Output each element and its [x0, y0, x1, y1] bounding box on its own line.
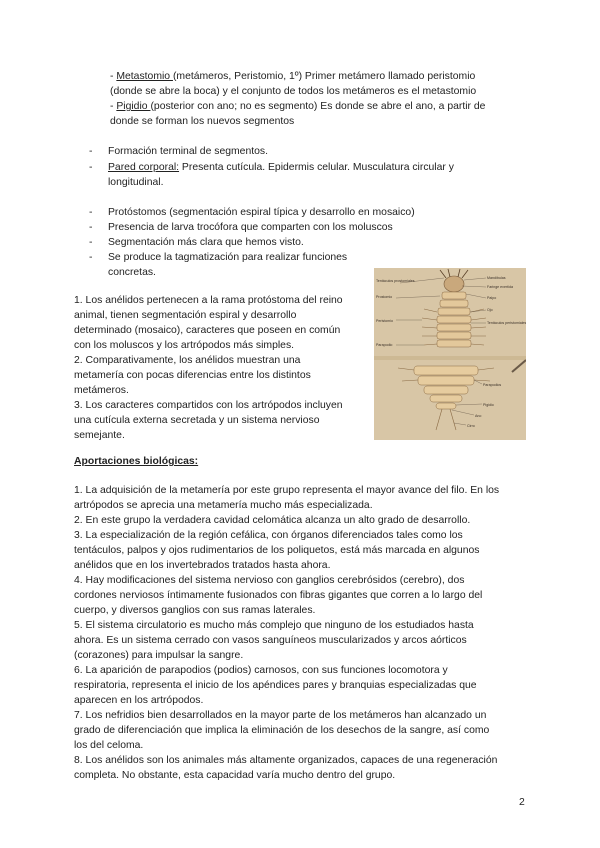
- aportacion-line: 6. La aparición de parapodios (podios) carnosos, con sus funciones locomotora y: [74, 665, 448, 676]
- numbered-line: animal, tienen segmentación espiral y desarrollo: [74, 310, 297, 321]
- bullet-dash: -: [89, 162, 93, 173]
- label-cirro: Cirro: [467, 424, 475, 428]
- label-tentaculos-prostomiales: Tentáculos prostomiales: [376, 279, 415, 283]
- metastomio-term: Metastomio: [116, 71, 173, 82]
- bullet-dash: -: [89, 252, 93, 263]
- bullet-dash: -: [89, 222, 93, 233]
- numbered-line: 3. Los caracteres compartidos con los artrópodos incluyen: [74, 400, 343, 411]
- bullet-dash: -: [89, 207, 93, 218]
- annelid-anatomy-figure: [374, 268, 526, 440]
- aportacion-line: respiratoria, representa el inicio de los apéndices pares y branquias especializadas que: [74, 680, 477, 691]
- label-palpo: Palpo: [487, 296, 497, 300]
- aportacion-line: grado de diferenciación que implica la eliminación de los desechos de la sangre, así como: [74, 725, 490, 736]
- numbered-line: semejante.: [74, 430, 125, 441]
- aportacion-line: 1. La adquisición de la metamería por este grupo representa el mayor avance del filo. En los: [74, 485, 500, 496]
- metastomio-line-2: (donde se abre la boca) y el conjunto de todos los metámeros es el metastomio: [110, 86, 477, 97]
- label-mandibulas: Mandíbulas: [487, 276, 506, 280]
- aportacion-line: 2. En este grupo la verdadera cavidad celomática alcanza un alto grado de desarrollo.: [74, 515, 471, 526]
- pigidio-line-2: donde se forman los nuevos segmentos: [110, 116, 295, 127]
- section-title: Aportaciones biológicas:: [74, 456, 199, 467]
- bullet-dash: -: [89, 146, 93, 157]
- page-number: 2: [519, 797, 525, 808]
- label-ojo: Ojo: [487, 308, 493, 312]
- metastomio-line-1: - Metastomio (metámeros, Peristomio, 1º) Primer metámero llamado peristomio: [110, 71, 476, 82]
- aportacion-line: 4. Hay modificaciones del sistema nervioso con ganglios cerebrósidos (cerebro), dos: [74, 575, 465, 586]
- bullet-pared-corporal-cont: longitudinal.: [108, 177, 164, 188]
- bullet-pared-corporal: Pared corporal: Presenta cutícula. Epidermis celular. Musculatura circular y: [108, 162, 454, 173]
- pared-corporal-term: Pared corporal:: [108, 162, 180, 173]
- pigidio-line-1: - Pigidio (posterior con ano; no es segmento) Es donde se abre el ano, a partir de: [110, 101, 486, 112]
- aportacion-line: tentáculos, palpos y ojos rudimentarios de los poliquetos, está más marcada en algunos: [74, 545, 480, 556]
- numbered-line: con los moluscos y los artrópodos más simples.: [74, 340, 295, 351]
- label-pigidio: Pigidio: [483, 403, 494, 407]
- label-ano: Ano: [475, 414, 482, 418]
- numbered-line: metámeros.: [74, 385, 129, 396]
- label-tentaculos-peristomiales: Tentáculos peristomiales: [487, 321, 526, 325]
- label-faringe: Faringe evertida: [487, 285, 513, 289]
- label-prostomio: Prostomio: [376, 295, 393, 299]
- bullet-formacion: Formación terminal de segmentos.: [108, 146, 268, 157]
- aportacion-line: cuerpo, y diversos ganglios con sus ramas laterales.: [74, 605, 316, 616]
- label-parapodio: Parapodio: [376, 343, 393, 347]
- label-parapodios: Parapodios: [483, 383, 502, 387]
- numbered-line: determinado (mosaico), caracteres que poseen en común: [74, 325, 341, 336]
- bullet-tagmatizacion-cont: concretas.: [108, 267, 156, 278]
- numbered-line: 1. Los anélidos pertenecen a la rama protóstoma del reino: [74, 295, 343, 306]
- bullet-tagmatizacion: Se produce la tagmatización para realizar funciones: [108, 252, 348, 263]
- numbered-line: una cutícula externa secretada y un sistema nervioso: [74, 415, 320, 426]
- aportacion-line: ahora. Es un sistema cerrado con vasos sanguíneos muscularizados y arcos aórticos: [74, 635, 467, 646]
- label-peristomio: Peristomio: [376, 319, 393, 323]
- aportacion-line: 5. El sistema circulatorio es mucho más complejo que ninguno de los estudiados hasta: [74, 620, 474, 631]
- bullet-protostomos: Protóstomos (segmentación espiral típica y desarrollo en mosaico): [108, 207, 415, 218]
- aportacion-line: aparecen en los artrópodos.: [74, 695, 204, 706]
- aportacion-line: artrópodos se aprecia una metamería mucho más especializada.: [74, 500, 373, 511]
- bullet-larva: Presencia de larva trocófora que comparten con los moluscos: [108, 222, 393, 233]
- aportacion-line: 3. La especialización de la región cefálica, con órganos diferenciados tales como los: [74, 530, 463, 541]
- aportacion-line: completa. No obstante, esta capacidad varía mucho dentro del grupo.: [74, 770, 396, 781]
- aportacion-line: 8. Los anélidos son los animales más altamente organizados, capaces de una regeneración: [74, 755, 498, 766]
- aportacion-line: 7. Los nefridios bien desarrollados en la mayor parte de los metámeros han alcanzado un: [74, 710, 487, 721]
- bullet-segmentacion: Segmentación más clara que hemos visto.: [108, 237, 304, 248]
- aportacion-line: cordones nerviosos íntimamente fusionados con fibras gigantes que corren a lo largo del: [74, 590, 483, 601]
- aportacion-line: los del celoma.: [74, 740, 144, 751]
- bullet-dash: -: [89, 237, 93, 248]
- annelid-drawing: [374, 268, 526, 440]
- numbered-line: metamería con pocas diferencias entre los distintos: [74, 370, 311, 381]
- pigidio-term: Pigidio: [116, 101, 151, 112]
- aportacion-line: (corazones) para impulsar la sangre.: [74, 650, 244, 661]
- aportacion-line: anélidos que en los invertebrados tratados hasta ahora.: [74, 560, 331, 571]
- numbered-line: 2. Comparativamente, los anélidos muestran una: [74, 355, 301, 366]
